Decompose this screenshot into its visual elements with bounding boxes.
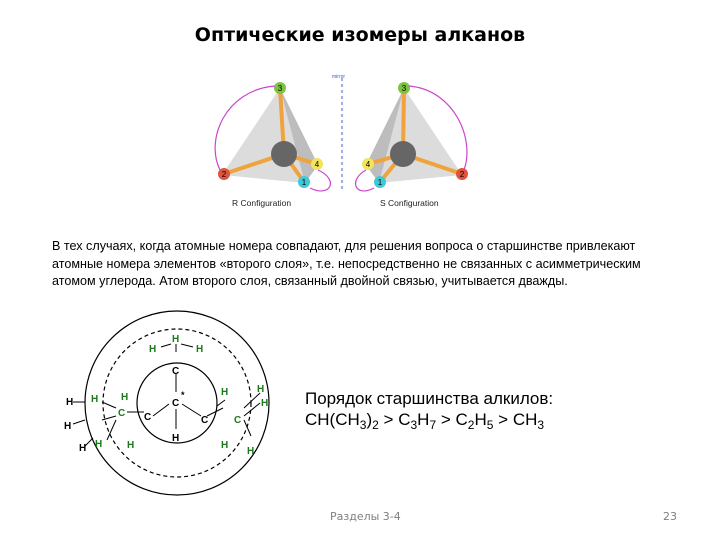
formula-part: CH(CH: [305, 410, 360, 429]
atom-c: C: [118, 408, 126, 419]
formula-subscript: 2: [372, 418, 379, 432]
atom-h: H: [196, 344, 204, 355]
formula-part: > C: [378, 410, 411, 429]
order-formula: [305, 409, 553, 430]
atom-h: H: [91, 394, 99, 405]
s-label-1: 1: [377, 178, 383, 187]
s-label-4: 4: [365, 160, 371, 169]
footer-section-label: Разделы 3-4: [330, 510, 401, 523]
s-label-2: 2: [459, 170, 465, 179]
slide-title: Оптические изомеры алканов: [194, 24, 526, 46]
atom-h: H: [261, 398, 269, 409]
atom-h: H: [172, 433, 180, 444]
formula-subscript: 3: [537, 418, 545, 432]
s-label-3: 3: [401, 84, 407, 93]
formula-part: > C: [436, 410, 468, 429]
page-number: 23: [663, 510, 677, 523]
atom-h: H: [127, 440, 135, 451]
formula-subscript: 5: [486, 418, 494, 432]
s-isomer: [356, 82, 468, 208]
r-label-3: 3: [277, 84, 283, 93]
atom-h: H: [221, 440, 229, 451]
r-caption: R Configuration: [232, 198, 292, 208]
atom-c: C: [144, 412, 152, 423]
atom-c: C: [172, 366, 180, 377]
rs-configuration-figure: [200, 70, 500, 215]
atom-h: H: [221, 387, 229, 398]
r-central-carbon: [271, 141, 297, 167]
atom-h: H: [172, 334, 180, 345]
asymmetric-star: *: [181, 390, 185, 400]
priority-layers-diagram: [55, 308, 295, 498]
mirror-label: mirror: [332, 74, 346, 80]
atom-c-asymmetric: C: [172, 398, 180, 409]
formula-part: ): [366, 410, 373, 429]
s-central-carbon: [390, 141, 416, 167]
formula-part: H: [474, 410, 487, 429]
atom-c: C: [234, 415, 242, 426]
formula-subscript: 3: [410, 418, 418, 432]
atom-h: H: [66, 397, 74, 408]
formula-part: > CH: [493, 410, 538, 429]
atom-h: H: [257, 384, 265, 395]
formula-part: H: [417, 410, 430, 429]
r-label-2: 2: [221, 170, 227, 179]
r-label-1: 1: [301, 178, 307, 187]
atom-h: H: [149, 344, 157, 355]
r-isomer: [215, 82, 330, 208]
atom-h: H: [247, 446, 255, 457]
formula-subscript: 3: [359, 418, 367, 432]
order-heading: Порядок старшинства алкилов:: [305, 389, 554, 408]
atom-c: C: [201, 415, 209, 426]
atom-h: H: [79, 443, 87, 454]
atom-h: H: [95, 439, 103, 450]
r-label-4: 4: [314, 160, 320, 169]
atom-h: H: [121, 392, 129, 403]
explanation-paragraph: В тех случаях, когда атомные номера совпадают, для решения вопроса о старшинстве привлекают атомные номера элементов «второго слоя», т.е. непосредственно не связанных с асимметрическим атомом углерода. Атом второго слоя, связанный двойной связью, учитывается дважды.: [52, 239, 641, 288]
alkyl-priority-order: [305, 388, 553, 430]
atom-h: H: [64, 421, 72, 432]
formula-subscript: 7: [429, 418, 437, 432]
formula-subscript: 2: [467, 418, 475, 432]
s-caption: S Configuration: [380, 198, 439, 208]
